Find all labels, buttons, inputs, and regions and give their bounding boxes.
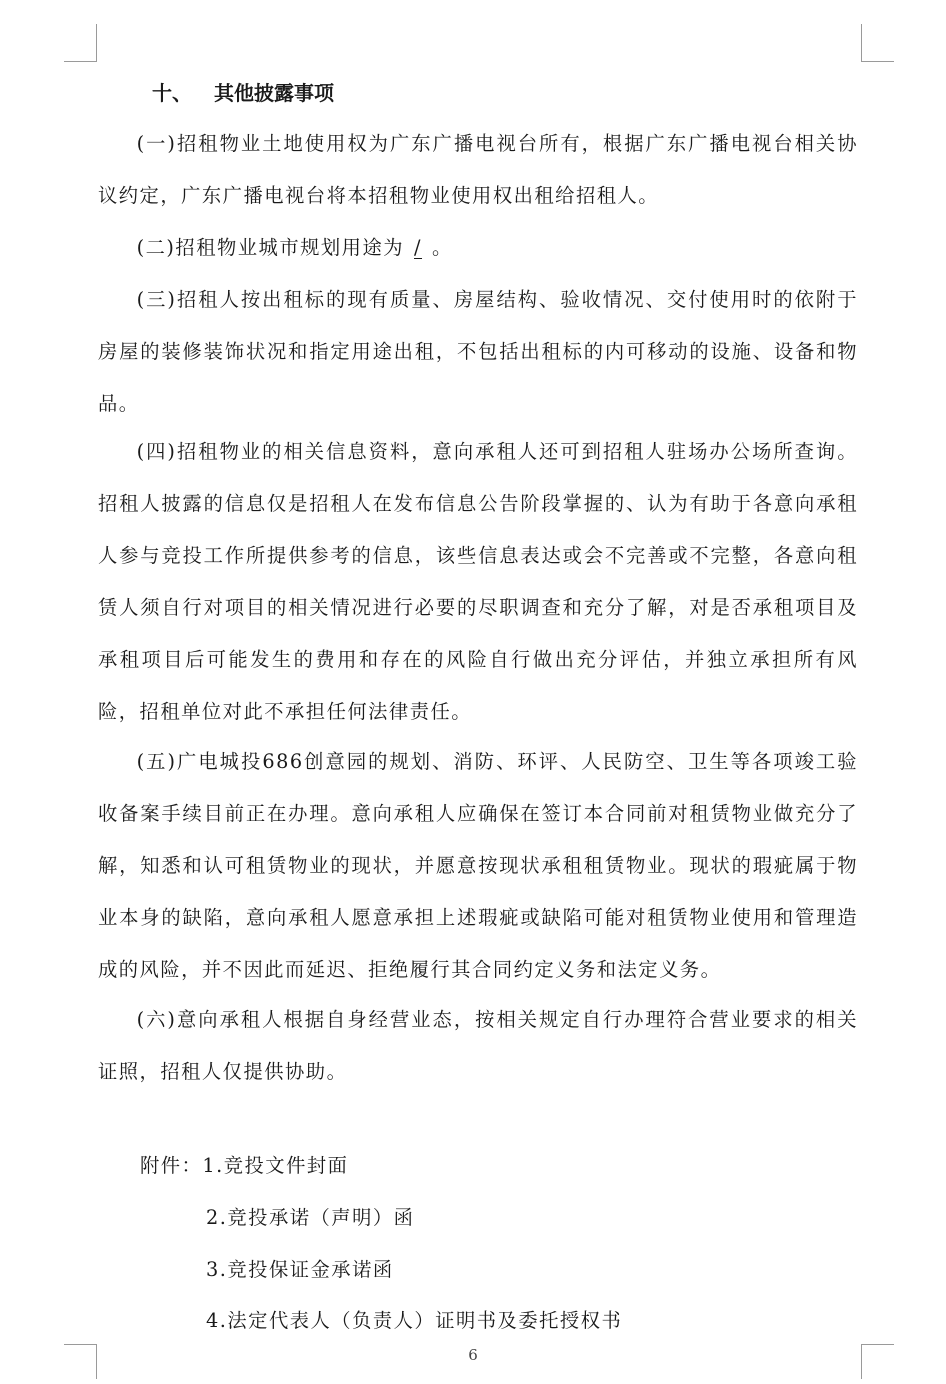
attachment-item: 4.法定代表人（负责人）证明书及委托授权书 <box>206 1309 623 1332</box>
attachments-label: 附件： <box>140 1154 203 1177</box>
paragraph-5: (五)广电城投686创意园的规划、消防、环评、人民防空、卫生等各项竣工验收备案手续目前正在办理。意向承租人应确保在签订本合同前对租赁物业做充分了解，知悉和认可租赁物业的现状，并愿意按现状承租租赁物业。现状的瑕疵属于物业本身的缺陷，意向承租人愿意承担上述瑕疵或缺陷可能对租赁物业使用和管理造成的风险，并不因此而延迟、拒绝履行其合同约定义务和法定义务。 <box>98 750 858 981</box>
attachment-item: 1.竞投文件封面 <box>202 1154 349 1177</box>
paragraph-1: (一)招租物业土地使用权为广东广播电视台所有，根据广东广播电视台相关协议约定，广东广播电视台将本招租物业使用权出租给招租人。 <box>98 132 858 207</box>
page-number: 6 <box>468 1346 478 1364</box>
paragraph-3: (三)招租人按出租标的现有质量、房屋结构、验收情况、交付使用时的依附于房屋的装修装饰状况和指定用途出租，不包括出租标的内可移动的设施、设备和物品。 <box>98 288 858 415</box>
section-number: 十、 <box>152 81 192 105</box>
crop-mark-top-right <box>861 24 894 62</box>
paragraph-4: (四)招租物业的相关信息资料，意向承租人还可到招租人驻场办公场所查询。招租人披露的信息仅是招租人在发布信息公告阶段掌握的、认为有助于各意向承租人参与竞投工作所提供参考的信息，该些信息表达或会不完善或不完整，各意向租赁人须自行对项目的相关情况进行必要的尽职调查和充分了解，对是否承租项目及承租项目后可能发生的费用和存在的风险自行做出充分评估，并独立承担所有风险，招租单位对此不承担任何法律责任。 <box>98 440 858 723</box>
planning-use-value: / <box>414 236 423 259</box>
attachment-list-first <box>140 1149 348 1183</box>
attachment-item: 3.竞投保证金承诺函 <box>206 1258 394 1281</box>
section-title: 其他披露事项 <box>214 81 334 105</box>
crop-mark-top-left <box>64 24 97 62</box>
attachment-item: 2.竞投承诺（声明）函 <box>206 1206 415 1229</box>
section-heading <box>152 76 334 110</box>
paragraph-6: (六)意向承租人根据自身经营业态，按相关规定自行办理符合营业要求的相关证照，招租人仅提供协助。 <box>98 1008 858 1083</box>
paragraph-2 <box>98 222 858 274</box>
paragraph-2-end: 。 <box>432 236 453 259</box>
paragraph-2-text: (二)招租物业城市规划用途为 <box>136 236 405 259</box>
